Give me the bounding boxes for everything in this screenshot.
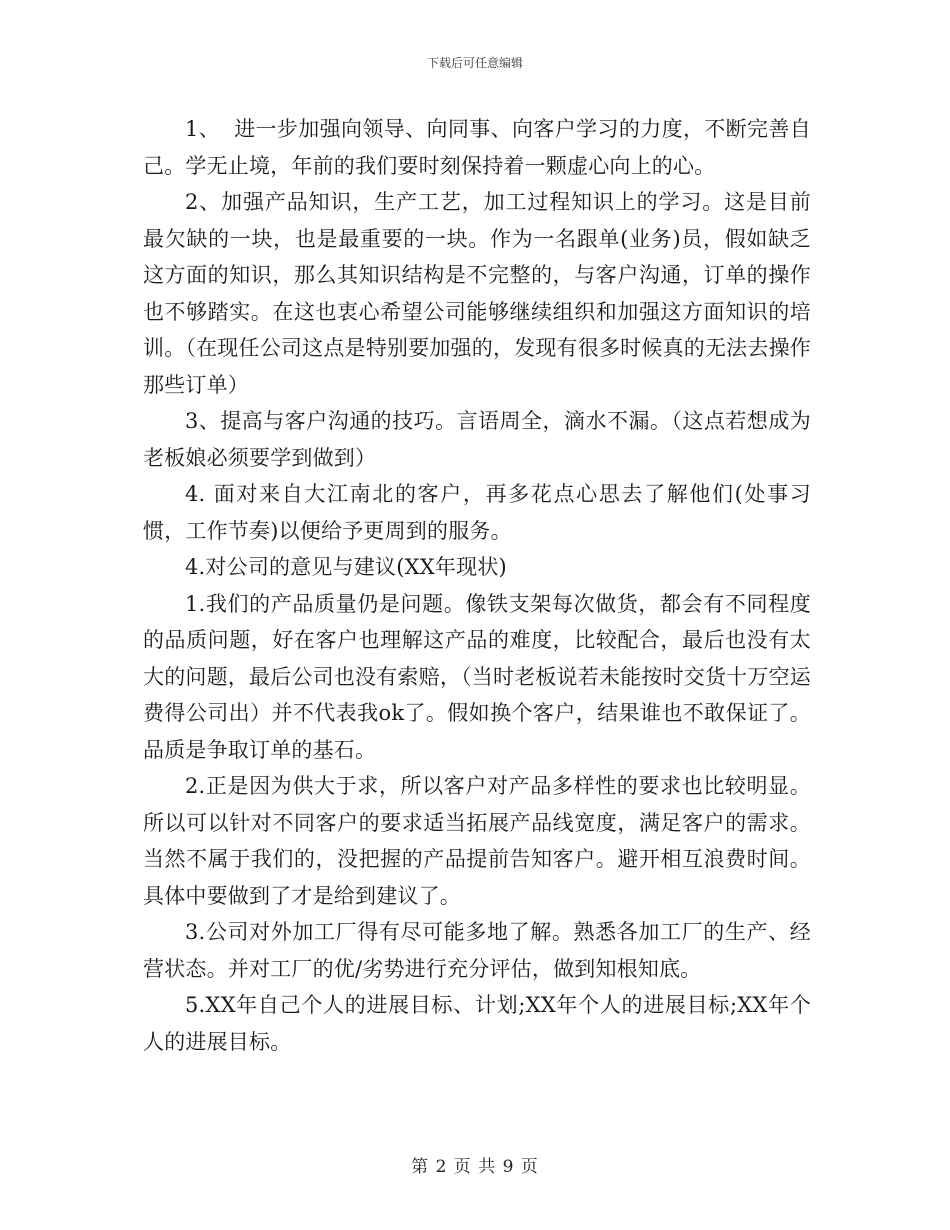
paragraph-personal-goals: 5.XX年自己个人的进展目标、计划;XX年个人的进展目标;XX年个人的进展目标。 — [143, 993, 811, 1054]
page-number: 第 2 页 共 9 页 — [411, 1157, 539, 1177]
paragraph-improve-learning: 1、 进一步加强向领导、向同事、向客户学习的力度，不断完善自己。学无止境，年前的我们要时刻保持着一颗虚心向上的心。 — [143, 117, 811, 178]
paragraph-factory-understanding: 3.公司对外加工厂得有尽可能多地了解。熟悉各加工厂的生产、经营状态。并对工厂的优/劣势进行充分评估，做到知根知底。 — [143, 920, 811, 981]
paragraph-product-quality: 1.我们的产品质量仍是问题。像铁支架每次做货，都会有不同程度的品质问题，好在客户也理解这产品的难度，比较配合，最后也没有太大的问题，最后公司也没有索赔，（当时老板说若未能按时交货十万空运费得公司出）并不代表我ok了。假如换个客户，结果谁也不敢保证了。品质是争取订单的基石。 — [143, 591, 811, 762]
section-heading-suggestions: 4.对公司的意见与建议(XX年现状) — [185, 555, 507, 579]
page-header-note: 下载后可任意编辑 — [426, 56, 523, 70]
document-body — [143, 111, 811, 1060]
paragraph-product-diversity: 2.正是因为供大于求，所以客户对产品多样性的要求也比较明显。所以可以针对不同客户的要求适当拓展产品线宽度，满足客户的需求。当然不属于我们的，没把握的产品提前告知客户。避开相互浪费时间。具体中要做到了才是给到建议了。 — [143, 774, 811, 908]
paragraph-communication-skills: 3、提高与客户沟通的技巧。言语周全，滴水不漏。（这点若想成为老板娘必须要学到做到） — [143, 409, 811, 470]
paragraph-product-knowledge: 2、加强产品知识，生产工艺，加工过程知识上的学习。这是目前最欠缺的一块，也是最重要的一块。作为一名跟单(业务)员，假如缺乏这方面的知识，那么其知识结构是不完整的，与客户沟通，订单的操作也不够踏实。在这也衷心希望公司能够继续组织和加强这方面知识的培训。（在现任公司这点是特别要加强的，发现有很多时候真的无法去操作那些订单） — [143, 190, 811, 397]
paragraph-customer-service: 4. 面对来自大江南北的客户，再多花点心思去了解他们(处事习惯，工作节奏)以便给予更周到的服务。 — [143, 482, 811, 543]
